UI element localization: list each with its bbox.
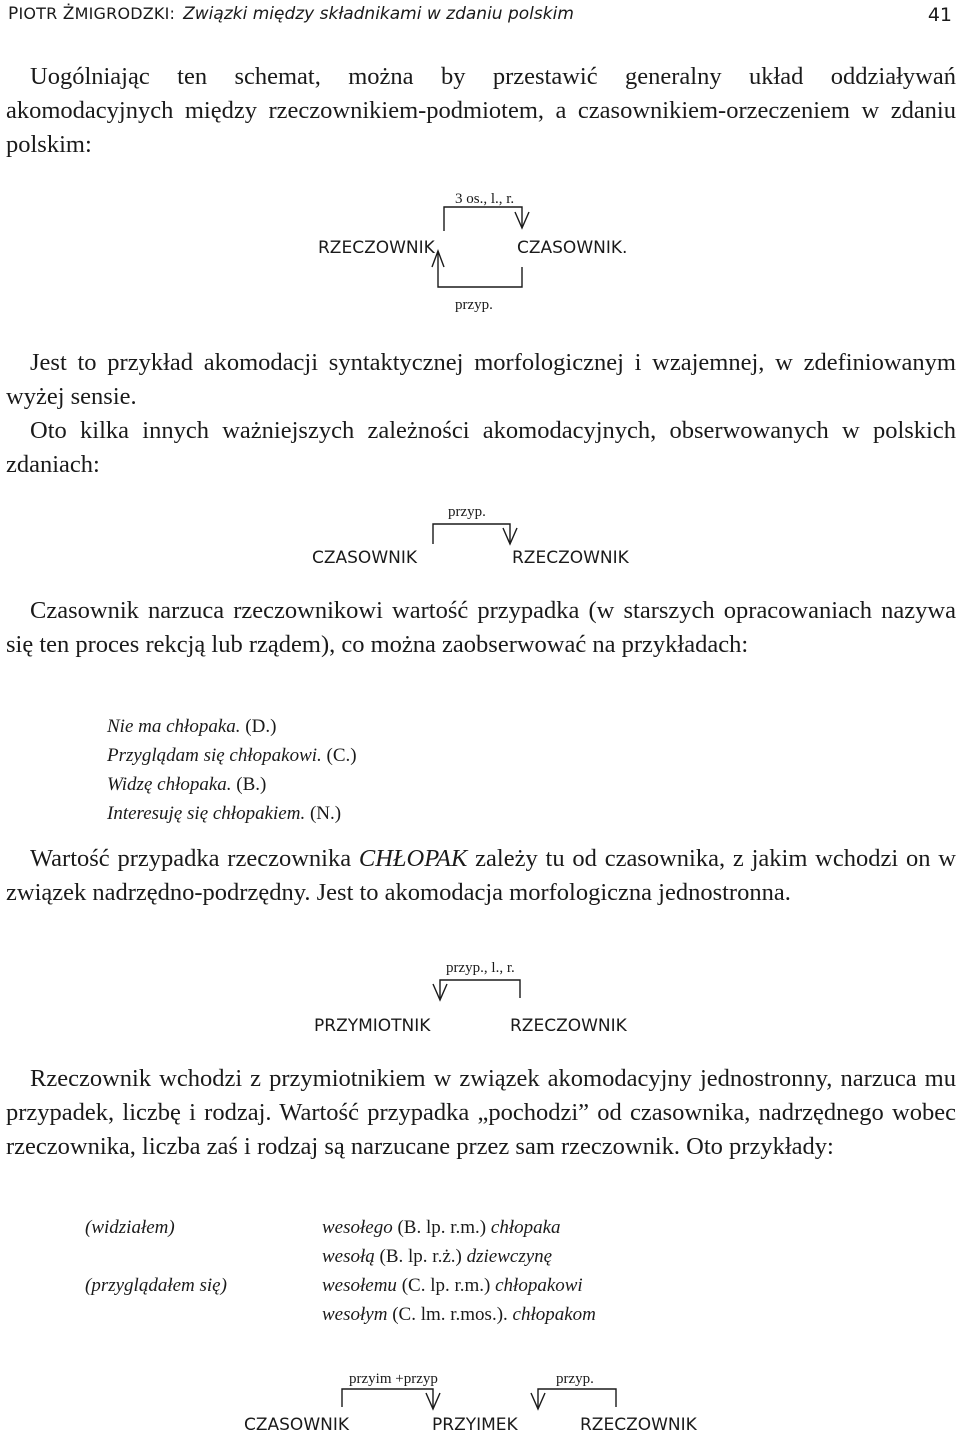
highlighted-word: CHŁOPAK	[358, 845, 468, 872]
examples-left-column	[85, 1213, 227, 1300]
diagram4-label-right: przyp.	[556, 1371, 594, 1387]
example-line: wesołą (B. lp. r.ż.) dziewczynę	[322, 1246, 553, 1267]
diagram-verb-noun	[0, 500, 960, 570]
page-number: 41	[927, 4, 952, 26]
paragraph-3: Oto kilka innych ważniejszych zależności akomodacyjnych, obserwowanych w polskich zdaniach:	[6, 417, 956, 478]
paragraph-2: Jest to przykład akomodacji syntaktycznej morfologicznej i wzajemnej, w zdefiniowanym wyżej sensie.	[6, 349, 956, 410]
diagram-subject-predicate	[0, 185, 960, 325]
diagram4-bracket-right	[538, 1389, 616, 1407]
paragraph-5: Wartość przypadka rzeczownika CHŁOPAK zależy tu od czasownika, z jakim wchodzi on w związek nadrzędno-podrzędny. Jest to akomodacja morfologiczna jednostronna.	[6, 845, 956, 906]
diagram4-label-left: przyim +przyp	[349, 1371, 438, 1387]
diagram-verb-preposition-noun	[0, 1365, 960, 1435]
diagram3-top-label: przyp., l., r.	[446, 960, 515, 976]
examples-verb-government	[107, 712, 357, 828]
diagram4-bracket-left	[342, 1389, 433, 1407]
example-line: Nie ma chłopaka. (D.)	[107, 716, 277, 737]
example-verb: (widziałem)	[85, 1217, 175, 1238]
header-title: Związki między składnikami w zdaniu polskim	[183, 4, 574, 24]
diagram3-top-bracket	[440, 980, 520, 998]
diagram1-right-word: CZASOWNIK.	[517, 238, 628, 258]
diagram2-top-bracket	[433, 524, 510, 544]
paragraph-6: Rzeczownik wchodzi z przymiotnikiem w związek akomodacyjny jednostronny, narzuca mu przypadek, liczbę i rodzaj. Wartość przypadka „pochodzi” od czasownika, nadrzędnego wobec rzeczownika, liczba zaś i rodzaj są narzucane przez sam rzeczownik. Oto przykłady:	[6, 1065, 956, 1160]
paragraph-1: Uogólniając ten schemat, można by przestawić generalny układ oddziaływań akomodacyjnych między rzeczownikiem-podmiotem, a czasownikiem-orzeczeniem w zdaniu polskim:	[6, 63, 956, 158]
running-header	[8, 4, 952, 30]
paragraph-4: Czasownik narzuca rzeczownikowi wartość przypadka (w starszych opracowaniach nazywa się ten proces rekcją lub rządem), co można zaobserwować na przykładach:	[6, 597, 956, 658]
example-line: Widzę chłopaka. (B.)	[107, 774, 267, 795]
diagram1-top-label: 3 os., l., r.	[455, 191, 515, 207]
example-line: wesołym (C. lm. r.mos.). chłopakom	[322, 1304, 596, 1325]
diagram4-word-2: PRZYIMEK	[432, 1415, 518, 1435]
diagram4-word-3: RZECZOWNIK	[580, 1415, 697, 1435]
diagram-adjective-noun	[0, 958, 960, 1038]
example-line: wesołemu (C. lp. r.m.) chłopakowi	[322, 1275, 583, 1296]
diagram1-bottom-bracket	[438, 253, 522, 287]
diagram1-left-word: RZECZOWNIK	[318, 238, 435, 258]
examples-right-column	[322, 1213, 596, 1329]
diagram2-left-word: CZASOWNIK	[312, 548, 418, 568]
example-line: Interesuję się chłopakiem. (N.)	[107, 803, 342, 824]
diagram1-bottom-label: przyp.	[455, 297, 493, 313]
diagram4-word-1: CZASOWNIK	[244, 1415, 350, 1435]
diagram3-left-word: PRZYMIOTNIK	[314, 1016, 431, 1036]
diagram1-top-bracket	[444, 207, 522, 231]
diagram2-top-label: przyp.	[448, 504, 486, 520]
diagram2-right-word: RZECZOWNIK	[512, 548, 629, 568]
example-line: wesołego (B. lp. r.m.) chłopaka	[322, 1217, 561, 1238]
example-line: Przyglądam się chłopakowi. (C.)	[107, 745, 357, 766]
diagram3-right-word: RZECZOWNIK	[510, 1016, 627, 1036]
header-author: PIOTR ŻMIGRODZKI:	[8, 4, 176, 24]
example-verb: (przyglądałem się)	[85, 1275, 227, 1296]
